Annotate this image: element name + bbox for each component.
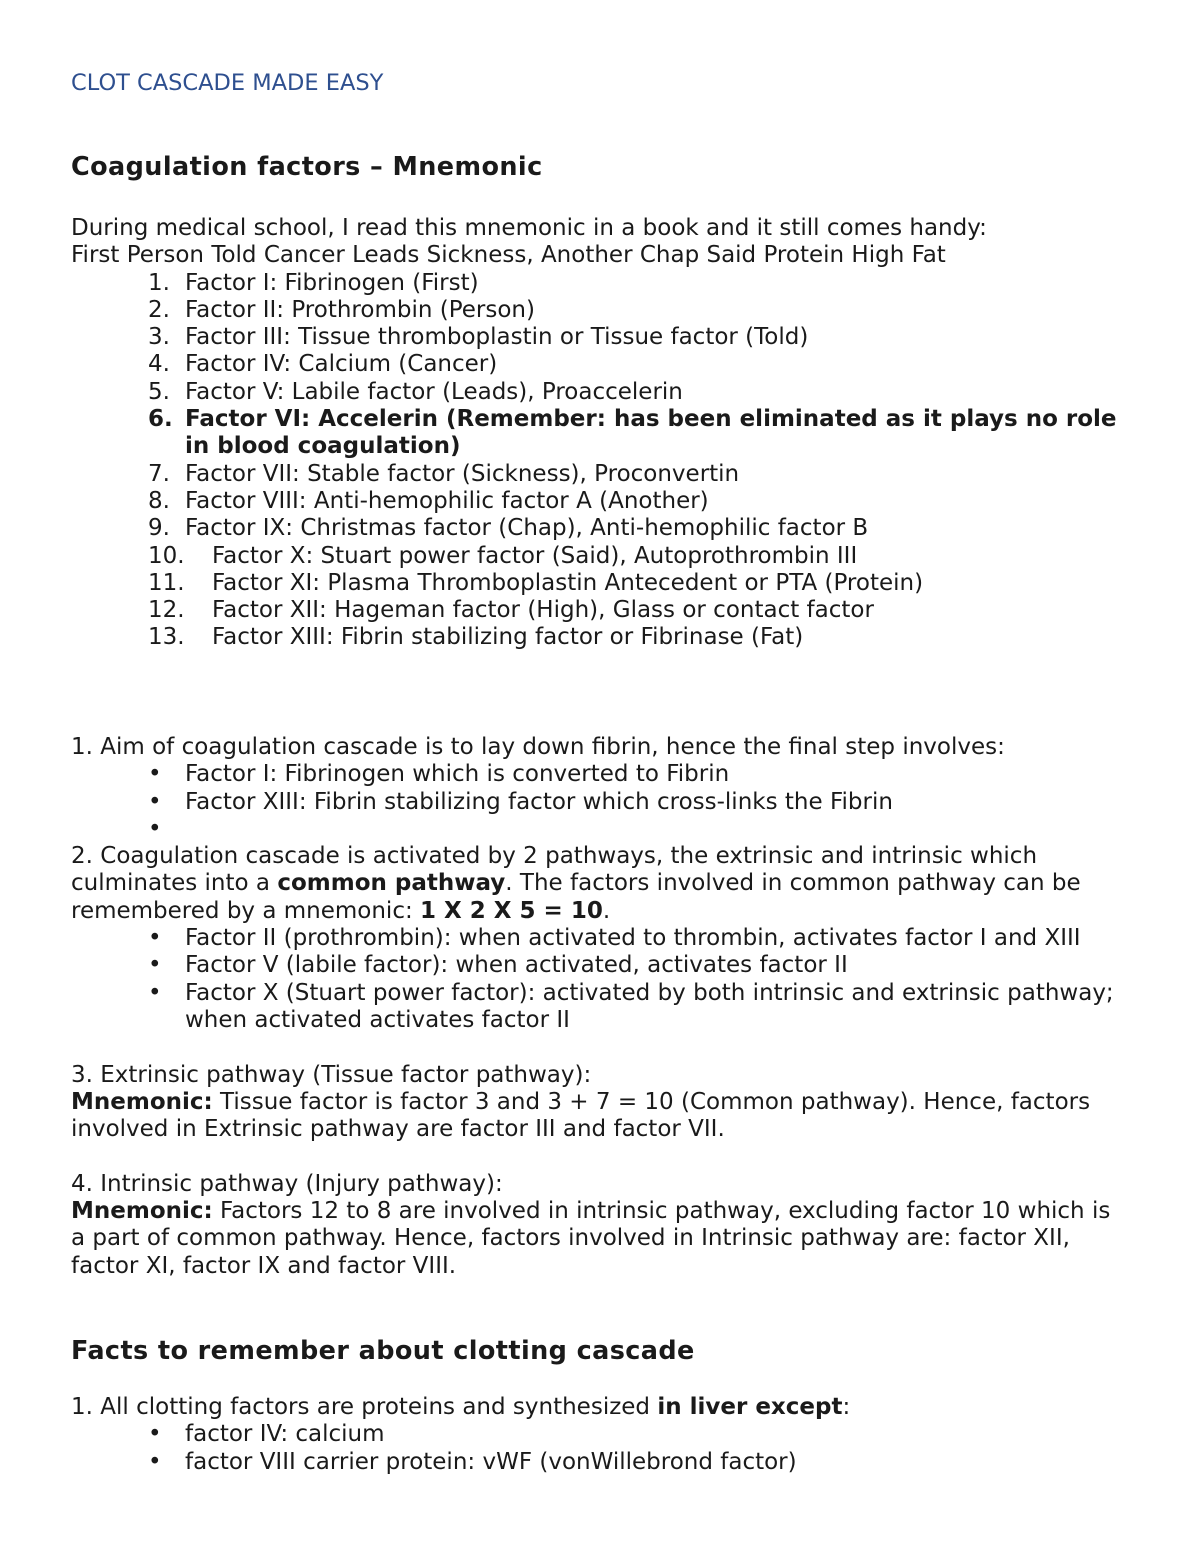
point-2: 2. Coagulation cascade is activated by 2 pathways, the extrinsic and intrinsic which culminates into a common pathway. The factors involved in common pathway can be remembered by a mnemonic: 1 X 2 X 5 = 10.	[71, 843, 1081, 924]
list-item: 7. Factor VII: Stable factor (Sickness), Proconvertin	[148, 460, 740, 487]
list-item: 2. Factor II: Prothrombin (Person)	[148, 296, 535, 323]
fact-1-bullets	[71, 1421, 1131, 1476]
point-1: 1. Aim of coagulation cascade is to lay down fibrin, hence the final step involves:	[71, 734, 1005, 760]
list-item: • factor VIII carrier protein: vWF (vonWillebrond factor)	[148, 1448, 797, 1475]
list-item: 13. Factor XIII: Fibrin stabilizing factor or Fibrinase (Fat)	[148, 624, 804, 651]
list-item: 12. Factor XII: Hageman factor (High), Glass or contact factor	[148, 597, 874, 624]
list-item: 5. Factor V: Labile factor (Leads), Proaccelerin	[148, 378, 683, 405]
point-4-title: 4. Intrinsic pathway (Injury pathway):	[71, 1170, 503, 1197]
list-item-empty: •	[148, 815, 162, 842]
list-item: 4. Factor IV: Calcium (Cancer)	[148, 351, 498, 378]
intro-line: First Person Told Cancer Leads Sickness, Another Chap Said Protein High Fat	[71, 242, 946, 269]
list-item: • Factor XIII: Fibrin stabilizing factor which cross-links the Fibrin	[148, 788, 893, 815]
list-item: 11. Factor XI: Plasma Thromboplastin Antecedent or PTA (Protein)	[148, 569, 924, 596]
intro-block	[71, 215, 1131, 652]
point-2-bullets	[71, 925, 1131, 1034]
list-item: • factor IV: calcium	[148, 1421, 385, 1448]
list-item: • Factor X (Stuart power factor): activated by both intrinsic and extrinsic pathway; when activated activates factor II	[148, 979, 1114, 1033]
points-block	[71, 734, 1131, 1280]
list-item: • Factor II (prothrombin): when activated to thrombin, activates factor I and XIII	[148, 925, 1081, 952]
list-item: 1. Factor I: Fibrinogen (First)	[148, 269, 479, 296]
list-item: 9. Factor IX: Christmas factor (Chap), Anti-hemophilic factor B	[148, 515, 869, 542]
list-item: • Factor I: Fibrinogen which is converted to Fibrin	[148, 761, 730, 788]
point-3-title: 3. Extrinsic pathway (Tissue factor pathway):	[71, 1061, 592, 1088]
section-heading-facts: Facts to remember about clotting cascade	[71, 1336, 695, 1366]
section-heading-mnemonic: Coagulation factors – Mnemonic	[71, 152, 543, 182]
list-item: 3. Factor III: Tissue thromboplastin or Tissue factor (Told)	[148, 324, 809, 351]
point-1-bullets	[71, 761, 1131, 843]
list-item-bold: 6. Factor VI: Accelerin (Remember: has been eliminated as it plays no role in blood coagulation)	[148, 406, 1117, 460]
list-item: 10. Factor X: Stuart power factor (Said), Autoprothrombin III	[148, 542, 858, 569]
facts-block	[71, 1394, 1131, 1476]
document-title: CLOT CASCADE MADE EASY	[71, 70, 384, 96]
intro-line: During medical school, I read this mnemonic in a book and it still comes handy:	[71, 215, 987, 241]
list-item: • Factor V (labile factor): when activated, activates factor II	[148, 952, 848, 979]
factor-list	[71, 270, 1131, 652]
point-4-body: Mnemonic: Factors 12 to 8 are involved in intrinsic pathway, excluding factor 10 which is a part of common pathway. Hence, factors involved in Intrinsic pathway are: factor XII, factor XI, factor IX and factor VIII.	[71, 1198, 1111, 1279]
point-3-body: Mnemonic: Tissue factor is factor 3 and 3 + 7 = 10 (Common pathway). Hence, factors involved in Extrinsic pathway are factor III and factor VII.	[71, 1088, 1091, 1143]
list-item: 8. Factor VIII: Anti-hemophilic factor A (Another)	[148, 487, 709, 514]
fact-1: 1. All clotting factors are proteins and synthesized in liver except:	[71, 1394, 851, 1420]
